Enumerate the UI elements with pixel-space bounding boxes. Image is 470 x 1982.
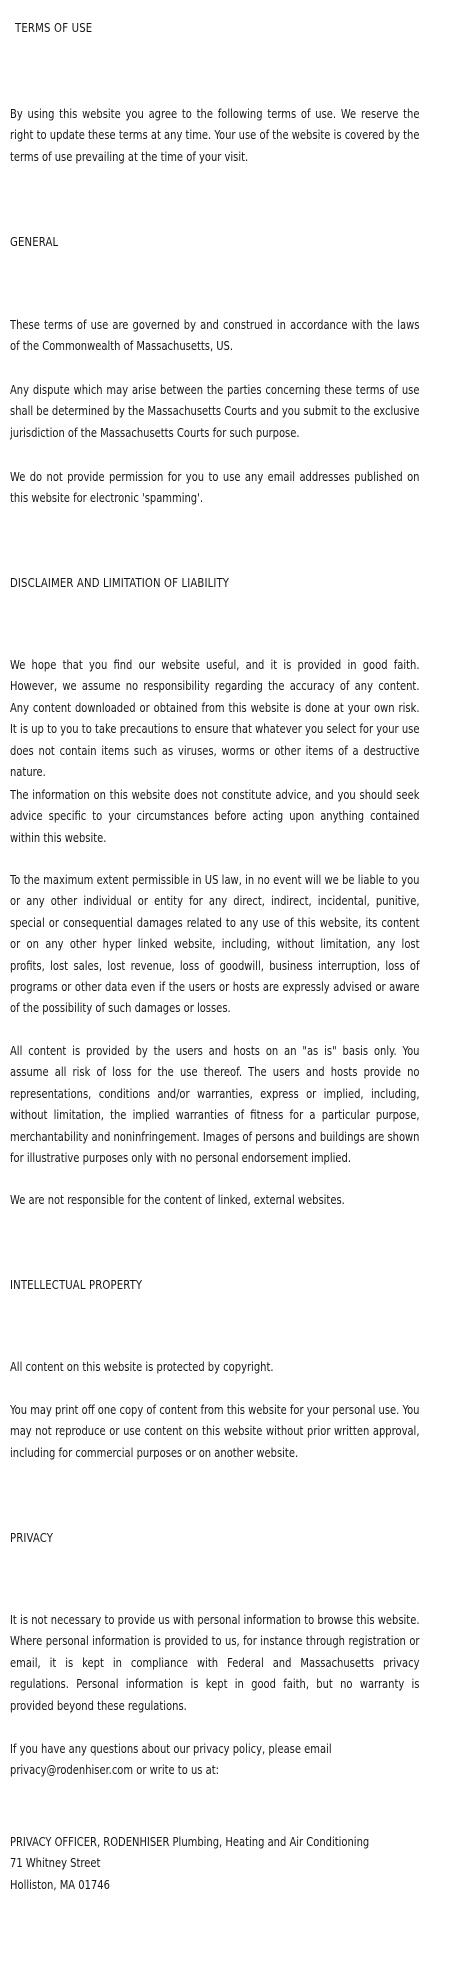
section-heading-general: GENERAL — [10, 234, 59, 249]
section-heading-privacy: PRIVACY — [10, 1530, 54, 1545]
intro-paragraph: By using this website you agree to the following terms of use. We reserve the right to update these terms at any time. Your use of the website is covered by the terms of use prevailing at the time of your visit. — [10, 107, 420, 164]
disclaimer-paragraph-5: We are not responsible for the content of linked, external websites. — [10, 1193, 345, 1207]
address-line-2: 71 Whitney Street — [10, 1856, 101, 1871]
privacy-contact-text: If you have any questions about our privacy policy, please email — [10, 1742, 332, 1756]
privacy-contact-text-after: or write to us at: — [136, 1763, 219, 1778]
general-paragraph-1: These terms of use are governed by and construed in accordance with the laws of the Commonwealth of Massachusetts, US. — [10, 318, 420, 354]
ip-paragraph-2: You may print off one copy of content from this website for your personal use. You may not reproduce or use content on this website without prior written approval, including for commercial purposes or on another website. — [10, 1403, 420, 1460]
general-paragraph-3: We do not provide permission for you to use any email addresses published on this website for electronic 'spamming'. — [10, 470, 420, 506]
disclaimer-paragraph-4: All content is provided by the users and hosts on an "as is" basis only. You assume all risk of loss for the use thereof. The users and hosts provide no representations, conditions and/or warranties, express or implied, including, without limitation, the implied warranties of fitness for a particular purpose, merchantability and noninfringement. Images of persons and buildings are shown for illustrative purposes only with no personal endorsement implied. — [10, 1044, 420, 1166]
privacy-officer-address — [10, 1832, 420, 1896]
privacy-email-link[interactable]: privacy@rodenhiser.com — [10, 1763, 134, 1778]
privacy-paragraph-1: It is not necessary to provide us with personal information to browse this website. Where personal information is provided to us, for instance through registration or email, it is kept in compliance with Federal and Massachusetts privacy regulations. Personal information is kept in good faith, but no warranty is provided beyond these regulations. — [10, 1613, 420, 1713]
privacy-contact-paragraph — [10, 1739, 420, 1782]
ip-paragraph-1: All content on this website is protected by copyright. — [10, 1360, 274, 1374]
address-line-1: PRIVACY OFFICER, RODENHISER Plumbing, Heating and Air Conditioning — [10, 1835, 370, 1849]
disclaimer-paragraph-2: The information on this website does not constitute advice, and you should seek advice specific to your circumstances before acting upon anything contained within this website. — [10, 788, 420, 845]
section-heading-intellectual-property: INTELLECTUAL PROPERTY — [10, 1277, 143, 1292]
disclaimer-paragraph-1: We hope that you find our website useful, and it is provided in good faith. However, we assume no responsibility regarding the accuracy of any content. Any content downloaded or obtained from this website is done at your own risk. It is up to you to take precautions to ensure that whatever you select for your use does not contain items such as viruses, worms or other items of a destructive nature. — [10, 658, 420, 780]
page-title: TERMS OF USE — [15, 20, 93, 35]
address-line-3: Holliston, MA 01746 — [10, 1877, 110, 1892]
disclaimer-paragraph-3: To the maximum extent permissible in US law, in no event will we be liable to you or any other individual or entity for any direct, indirect, incidental, punitive, special or consequential damages related to any use of this website, its content or on any other hyper linked website, including, without limitation, any lost profits, lost sales, lost revenue, loss of goodwill, business interruption, loss of programs or other data even if the users or hosts are expressly advised or aware of the possibility of such damages or losses. — [10, 873, 420, 1016]
general-paragraph-2: Any dispute which may arise between the parties concerning these terms of use shall be determined by the Massachusetts Courts and you submit to the exclusive jurisdiction of the Massachusetts Courts for such purpose. — [10, 383, 420, 440]
section-heading-disclaimer: DISCLAIMER AND LIMITATION OF LIABILITY — [10, 575, 230, 590]
